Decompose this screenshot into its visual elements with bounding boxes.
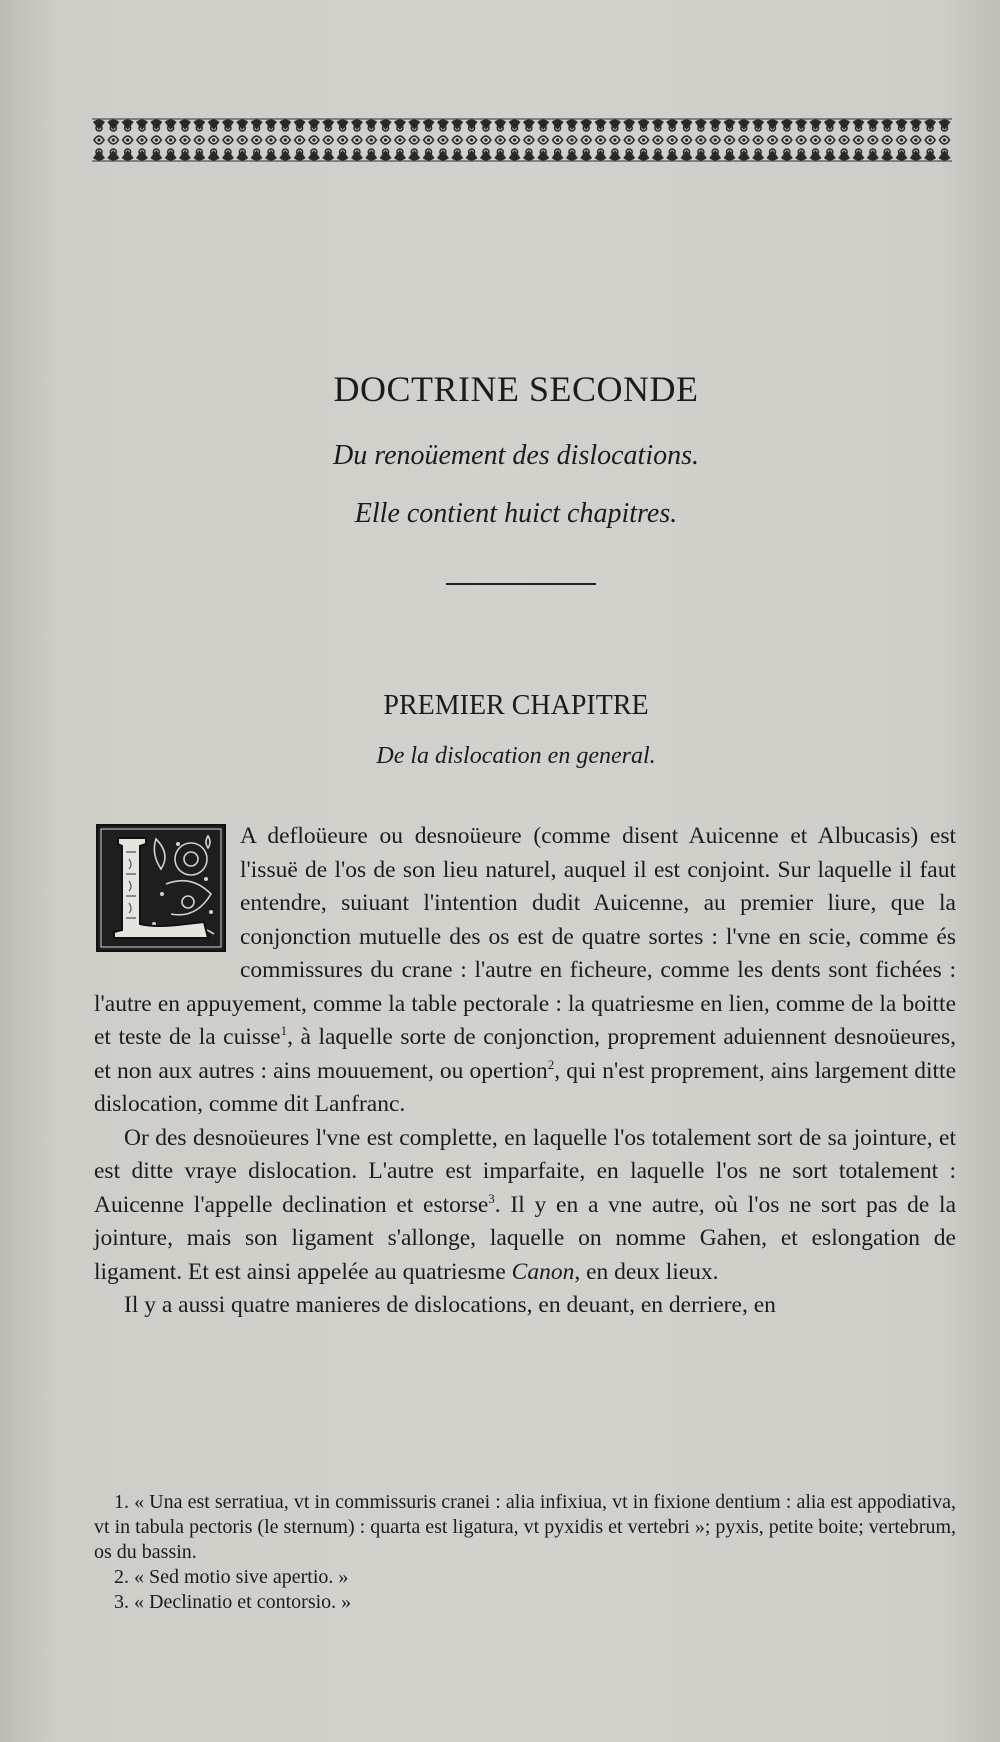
chapter-subtitle: De la dislocation en general.	[376, 743, 656, 769]
section-divider-rule	[446, 583, 596, 585]
footnote-ref-2: 2	[547, 1056, 555, 1072]
paragraph-2	[94, 1122, 956, 1290]
main-text	[94, 820, 956, 1323]
footnotes	[94, 1490, 956, 1615]
paragraph-1-text-b: , à laquelle sorte de conjonction, proprement aduiennent desnoüeures, et non aux autres : ains mouuement, ou opertion	[94, 1024, 956, 1084]
doctrine-chapter-count: Elle contient huict chapitres.	[354, 498, 678, 529]
footnote-1: 1. « Una est serratiua, vt in commissuris cranei : alia infixiua, vt in fixione dentium : alia est appodiativa, vt in tabula pectoris (le sternum) : quarta est ligatura, vt pyxidis et vertebri »; pyxis, petite boite; vertebrum, os du bassin.	[94, 1491, 956, 1563]
decorative-border-band	[92, 118, 952, 162]
footnote-3: 3. « Declinatio et contorsio. »	[114, 1591, 352, 1613]
canon-title: Canon	[511, 1258, 575, 1285]
paragraph-2-text-b: . Il y en a vne autre, où l'os ne sort pas de la jointure, mais son ligament s'allonge, laquelle on nomme Gahen, et eslongation de ligament. Et est ainsi appelée au quatriesme	[94, 1191, 956, 1285]
footnote-2: 2. « Sed motio sive apertio. »	[114, 1566, 349, 1588]
paragraph-1-text-c: , qui n'est proprement, ains largement ditte dislocation, comme dit Lanfranc.	[94, 1057, 956, 1117]
footnote-ref-1: 1	[280, 1023, 288, 1039]
paragraph-3: Il y a aussi quatre manieres de dislocations, en deuant, en derriere, en	[124, 1292, 776, 1318]
paragraph-2-text-c: , en deux lieux.	[574, 1258, 719, 1285]
paragraph-1-text-a: A defloüeure ou desnoüeure (comme disent Auicenne et Albucasis) est l'issuë de l'os de son lieu naturel, auquel il est conjoint. Sur laquelle il faut entendre, suiuant l'intention dudit Auicenne, au premier liure, que la conjonction mutuelle des os est de quatre sortes : l'vne en scie, comme és commissures du crane : l'autre en ficheure, comme les dents sont fichées : l'autre en appuyement, comme la table pectorale : la quatriesme en lien, comme de la boitte et teste de la cuisse	[94, 823, 956, 1050]
doctrine-subtitle: Du renoüement des dislocations.	[332, 440, 700, 471]
chapter-title: PREMIER CHAPITRE	[383, 690, 649, 721]
doctrine-title: DOCTRINE SECONDE	[333, 369, 699, 409]
footnote-ref-3: 3	[488, 1190, 495, 1206]
decorated-initial-l	[96, 824, 226, 952]
paragraph-2-text-a: Or des desnoüeures l'vne est complette, en laquelle l'os totalement sort de sa jointure, et est ditte vraye dislocation. L'autre est imparfaite, en laquelle l'os ne sort totalement : Auicenne l'appelle declination et estorse	[94, 1124, 956, 1218]
